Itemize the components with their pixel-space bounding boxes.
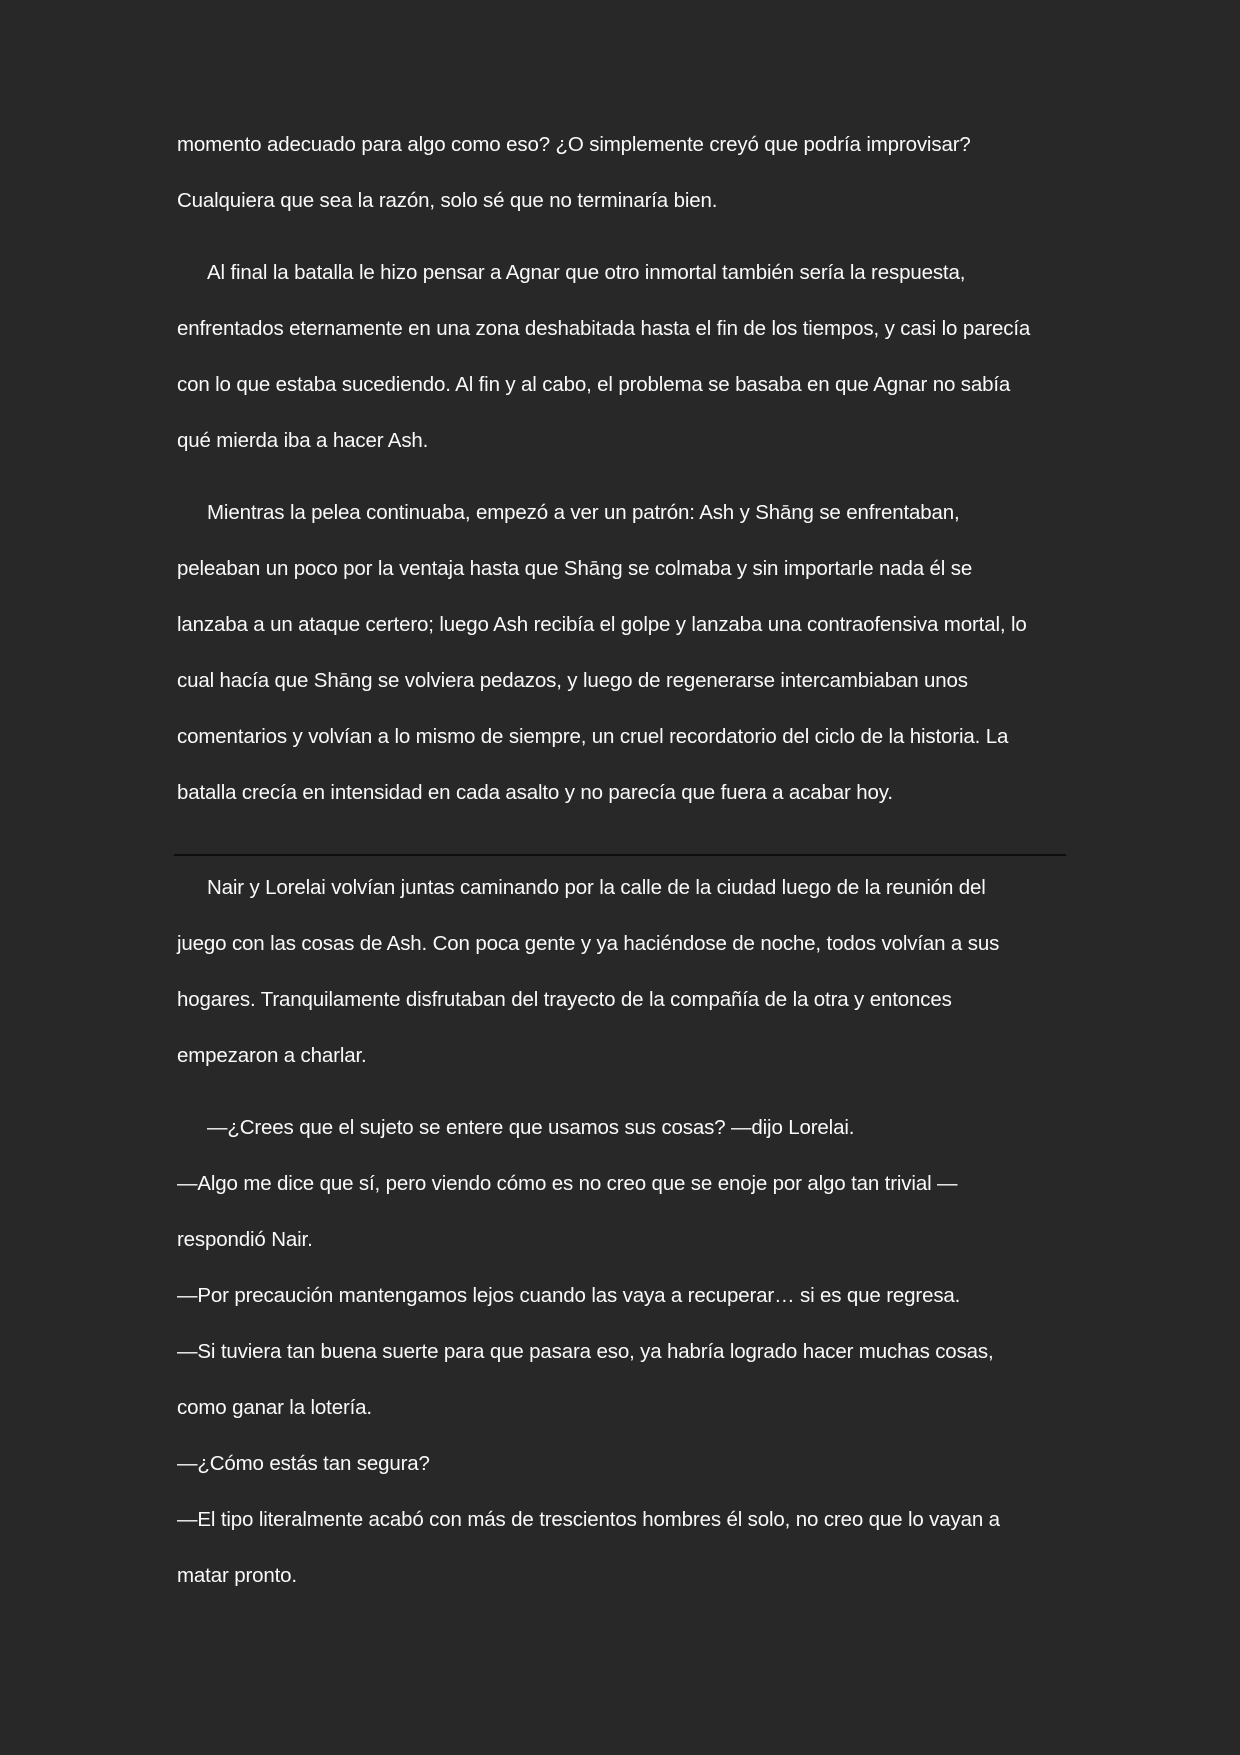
text-line: Mientras la pelea continuaba, empezó a ver un patrón: Ash y Shāng se enfrentaban, [207, 501, 960, 524]
text-line: batalla crecía en intensidad en cada asalto y no parecía que fuera a acabar hoy. [177, 781, 893, 804]
text-line: empezaron a charlar. [177, 1044, 367, 1067]
text-line: Nair y Lorelai volvían juntas caminando por la calle de la ciudad luego de la reunión del [207, 876, 986, 899]
text-line: lanzaba a un ataque certero; luego Ash recibía el golpe y lanzaba una contraofensiva mortal, lo [177, 613, 1027, 636]
dialogue-line: como ganar la lotería. [177, 1396, 372, 1419]
dialogue-line: —¿Crees que el sujeto se entere que usamos sus cosas? —dijo Lorelai. [207, 1116, 855, 1139]
scene-divider [174, 854, 1066, 856]
text-line: Cualquiera que sea la razón, solo sé que no terminaría bien. [177, 189, 718, 212]
text-line: hogares. Tranquilamente disfrutaban del trayecto de la compañía de la otra y entonces [177, 988, 952, 1011]
dialogue-line: —Por precaución mantengamos lejos cuando las vaya a recuperar… si es que regresa. [177, 1284, 961, 1307]
dialogue-line: matar pronto. [177, 1564, 297, 1587]
dialogue-line: —El tipo literalmente acabó con más de trescientos hombres él solo, no creo que lo vayan a [177, 1508, 1000, 1531]
text-line: peleaban un poco por la ventaja hasta que Shāng se colmaba y sin importarle nada él se [177, 557, 973, 580]
text-line: cual hacía que Shāng se volviera pedazos, y luego de regenerarse intercambiaban unos [177, 669, 968, 692]
text-line: enfrentados eternamente en una zona deshabitada hasta el fin de los tiempos, y casi lo parecía [177, 317, 1031, 340]
text-line: momento adecuado para algo como eso? ¿O simplemente creyó que podría improvisar? [177, 133, 971, 156]
dialogue-line: —Algo me dice que sí, pero viendo cómo es no creo que se enoje por algo tan trivial — [177, 1172, 958, 1195]
dialogue-line: respondió Nair. [177, 1228, 313, 1251]
text-line: con lo que estaba sucediendo. Al fin y al cabo, el problema se basaba en que Agnar no sabía [177, 373, 1011, 396]
text-line: Al final la batalla le hizo pensar a Agnar que otro inmortal también sería la respuesta, [207, 261, 966, 284]
text-line: comentarios y volvían a lo mismo de siempre, un cruel recordatorio del ciclo de la historia. La [177, 725, 1009, 748]
dialogue-line: —Si tuviera tan buena suerte para que pasara eso, ya habría logrado hacer muchas cosas, [177, 1340, 994, 1363]
text-line: qué mierda iba a hacer Ash. [177, 429, 429, 452]
dialogue-line: —¿Cómo estás tan segura? [177, 1452, 430, 1475]
text-line: juego con las cosas de Ash. Con poca gente y ya haciéndose de noche, todos volvían a sus [177, 932, 1000, 955]
